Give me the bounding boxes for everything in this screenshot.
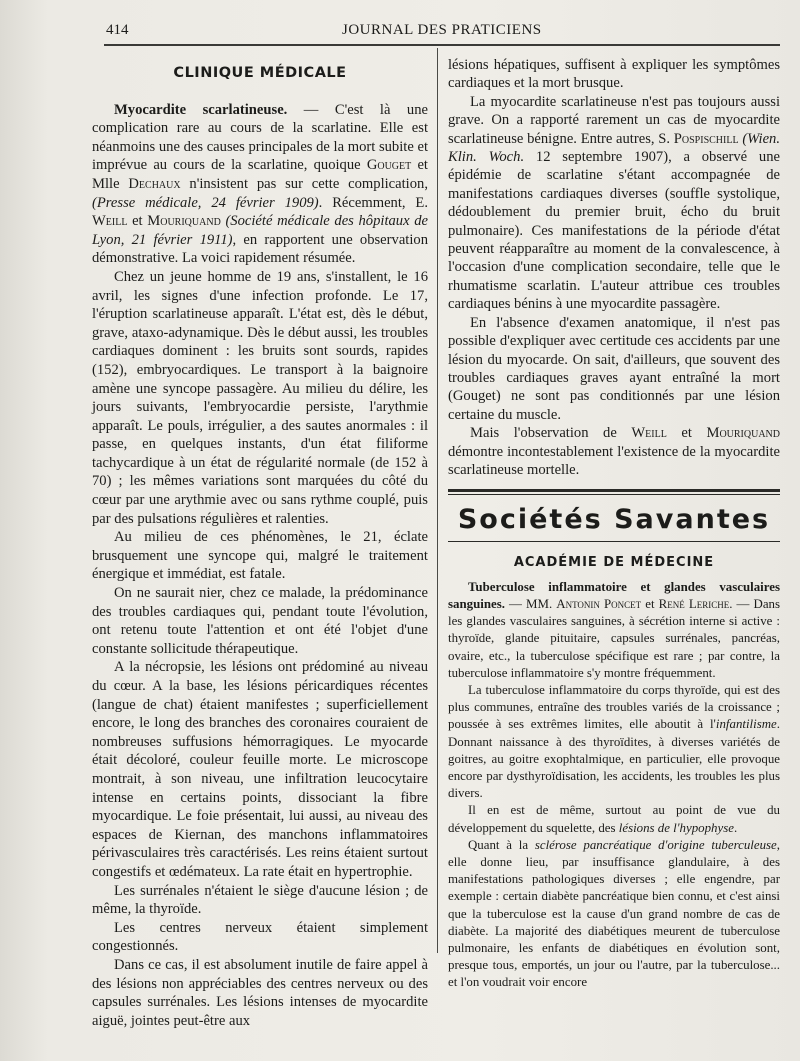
- body-paragraph: Les centres nerveux étaient simplement congestionnés.: [92, 919, 428, 955]
- text-run: .: [733, 820, 738, 835]
- column-separator: [437, 48, 438, 953]
- citation: (Société médicale des hôpitaux de Lyon, 21 février 1911): [92, 213, 428, 248]
- text-run: et Mlle: [92, 157, 428, 192]
- emphasis: infantilisme: [715, 717, 777, 732]
- body-paragraph: Les surrénales n'étaient le siège d'aucune lésion ; de même, la thyroïde.: [92, 882, 428, 918]
- author-name: René Leriche: [658, 596, 730, 611]
- body-paragraph: On ne saurait nier, chez ce malade, la prédominance des troubles cardiaques qui, pendant toute l'évolution, ont retenu toute l'attention et ont été l'objet d'une constante sollicitude thérapeutique.: [92, 585, 428, 657]
- body-paragraph: En l'absence d'examen anatomique, il n'est pas possible d'expliquer avec certitude ces accidents par une lésion du myocarde. On sait, d'ailleurs, que souvent des troubles cardiaques graves ayant entraîné la mort (Gouget) ne sont pas conditionnés par une lésion certaine du muscle.: [448, 314, 780, 423]
- citation: (Presse médicale, 24 février 1909): [92, 194, 319, 211]
- emphasis: sclérose pancréatique d'origine tuberculeuse: [534, 837, 777, 852]
- academie-heading: ACADÉMIE DE MÉDECINE: [513, 555, 715, 571]
- author-name: Mouriquand: [706, 425, 780, 442]
- text-run: et: [666, 425, 707, 442]
- article-paragraph: [92, 101, 428, 268]
- societes-savantes-title: Sociétés Savantes: [457, 504, 771, 536]
- text-run: , en rapportent une observation démonstrative. La voici rapidement résumée.: [92, 231, 428, 267]
- body-paragraph: A la nécropsie, les lésions ont prédominé au niveau du cœur. A la base, les lésions péricardiques récentes (langue de chat) étaient manifestes ; superficiellement encore, le long des branches des coronaires couraient de nombreuses suffusions hémorragiques. Le myocarde était décoloré, couleur feuille morte. Le microscope montrait, à son niveau, une infiltration leucocytaire intense en certains points, dissociant la fibre myocardique. Le foie présentait, lui aussi, au niveau des espaces de Kiernan, des manchons inflammatoires périvasculaires très caractérisés. Les reins étaient surtout congestifs et œdémateux. La rate était en hypertrophie.: [92, 659, 428, 880]
- report-paragraph: [448, 682, 780, 802]
- author-name: Mouriquand: [147, 213, 221, 230]
- text-run: . Récemment, E.: [318, 194, 428, 211]
- text-run: , elle donne lieu, par insuffisance glandulaire, à des manifestations pathologiques diverses ; elle engendre, par exemple : certain diabète pancréatique bien connu, et c'est ainsi que la tuberculose est la cause d'un grand nombre de cas de diabète. La majorité des diabétiques meurent de tuberculose pulmonaire, les enfants de diabétiques en évolution sont, presque tous, emportés, un jour ou l'autre, par la tuberculose... et l'on voudrait voir encore: [448, 837, 780, 990]
- left-column: [92, 60, 428, 1030]
- right-column: [448, 56, 780, 992]
- header-rule: [104, 44, 780, 46]
- body-paragraph: [448, 93, 780, 314]
- author-name: Gouget: [366, 157, 412, 174]
- page-number: 414: [106, 22, 129, 38]
- text-run: Mais l'observation de: [470, 425, 632, 442]
- text-run: . — Dans les glandes vasculaires sanguines, à sécrétion interne si active : thyroïde, glande pituitaire, capsules surrénales, pancréas, ovaire, etc., la tuberculose spécifique est rare ; par contre, la tuberculose inflammatoire s'y montre fréquemment.: [448, 596, 781, 680]
- section-rule-thin: [448, 494, 780, 495]
- text-run: et: [127, 213, 148, 230]
- journal-title: JOURNAL DES PRATICIENS: [342, 22, 542, 38]
- text-run: Il en est de même, surtout au point de vue du développement du squelette, des: [448, 803, 780, 835]
- section-rule-thick: [448, 489, 780, 492]
- body-paragraph: lésions hépatiques, suffisent à expliquer les symptômes cardiaques et la mort brusque.: [448, 57, 780, 92]
- text-run: 12 septembre 1907), a observé une épidémie de scarlatine s'étant accompagnée de manifestations cardiaques diverses (souffle systolique, dédoublement du premier bruit, écho du bruit pulmonaire). Ces manifestations de la période d'état peuvent réapparaître au moment de la convalescence, à l'occasion d'une complication secondaire, telle que le rhumatisme scarlatin. L'auteur attribue ces troubles cardiaques bénins à une myocardite passagère.: [448, 149, 780, 313]
- report-paragraph: [448, 802, 780, 836]
- text-run: La myocardite scarlatineuse n'est pas toujours aussi grave. On a rapporté rarement un cas de myocardite scarlatineuse bénigne. Entre autres, S.: [448, 93, 780, 147]
- body-paragraph: Dans ce cas, il est absolument inutile de faire appel à des lésions non appréciables des centres nerveux ou des capsules surrénales. Les lésions intenses de myocardite aiguë, jointes peut-être aux: [92, 956, 428, 1029]
- body-paragraph: Chez un jeune homme de 19 ans, s'installent, le 16 avril, les signes d'une infection profonde. Le 17, l'éruption scarlatineuse apparaît. L'état est, dès le début, grave, ataxo-adynamique. Dès le début aussi, les troubles cardiaques dominent : les bruits sont sourds, rapides (152), embryocardiques. Le transport à la baignoire amène une syncope passagère. Au milieu du délire, les jours suivants, l'embryocardie persiste, l'arythmie apparaît. Le pouls, irrégulier, a des sautes anormales : il passe, en quelques instants, d'un état filiforme tachycardique à un état de régularité normale (de 152 à 70) ; les mêmes variations sont marquées du côté du cœur par une arythmie avec ou sans rythme couplé, puis par des pulsations régulières et ralenties.: [92, 268, 428, 527]
- author-name: Weill: [92, 213, 128, 230]
- section-title-clinique: CLINIQUE MÉDICALE: [173, 65, 347, 81]
- author-name: Weill: [631, 425, 667, 442]
- academie-report: [448, 579, 780, 992]
- page-header: [92, 20, 782, 46]
- text-run: . Donnant naissance à des thyroïdites, à diverses variétés de goitres, au goitre exophtalmique, en particulier, elle provoque encore par dysthyroïdisation, les accidents, les troubles les plus divers.: [448, 717, 780, 801]
- report-paragraph: [448, 579, 780, 682]
- author-name: Pospischill: [673, 130, 739, 147]
- article-title: Myocardite scarlatineuse.: [114, 101, 288, 118]
- text-run: — MM.: [504, 596, 557, 611]
- body-paragraph: [448, 424, 780, 479]
- body-paragraph: Au milieu de ces phénomènes, le 21, éclate brusquement une syncope qui, malgré le traitement énergique et immédiat, est fatale.: [92, 529, 428, 583]
- text-run: La tuberculose inflammatoire du corps thyroïde, qui est des plus communes, entraîne des troubles variés de la croissance ; poussée à ses extrêmes limites, elle aboutit à l': [448, 682, 780, 732]
- text-run: n'insistent pas sur cette complication,: [180, 175, 428, 192]
- text-run: démontre incontestablement l'existence de la myocardite scarlatineuse mortelle.: [448, 443, 780, 478]
- text-run: et: [641, 596, 659, 611]
- emphasis: lésions de l'hypophyse: [618, 820, 734, 835]
- report-title: Tuberculose inflammatoire et glandes vasculaires sanguines.: [448, 579, 780, 611]
- text-run: — C'est là une complication rare au cours de la scarlatine. Elle est néanmoins une des causes principales de la mort subite et imprévue au cours de la scarlatine, quoique: [92, 101, 428, 174]
- citation: (Wien. Klin. Woch.: [448, 130, 781, 166]
- title-rule: [448, 541, 780, 542]
- text-run: Quant à la: [468, 837, 535, 852]
- author-name: Antonin Poncet: [556, 596, 642, 611]
- author-name: Dechaux: [128, 175, 181, 192]
- report-paragraph: [448, 837, 780, 992]
